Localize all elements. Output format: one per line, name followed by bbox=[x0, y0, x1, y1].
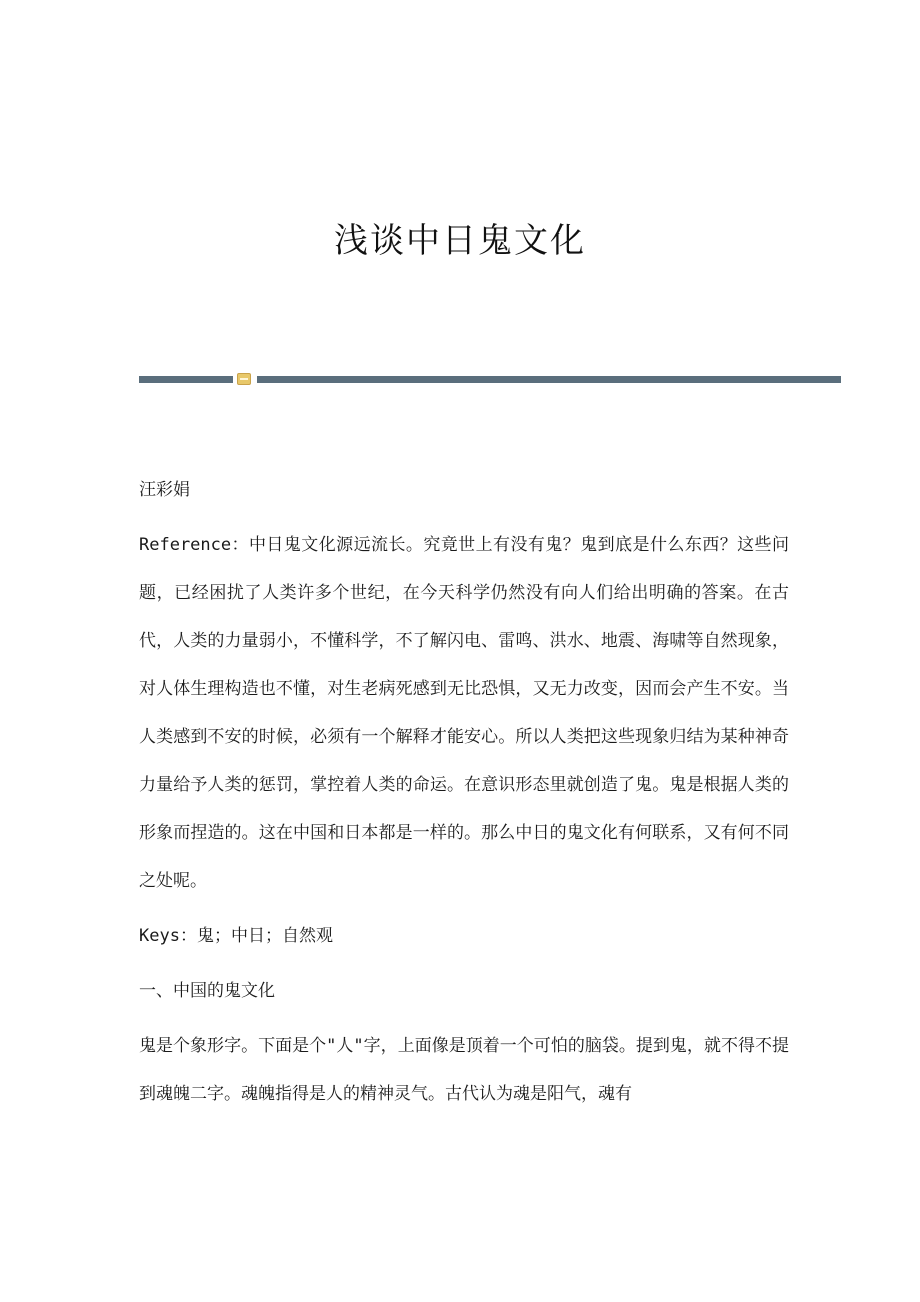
divider-bar-right bbox=[257, 376, 841, 383]
title-divider bbox=[139, 373, 841, 385]
divider-marker-icon bbox=[237, 373, 251, 385]
keys-text: 鬼；中日；自然观 bbox=[196, 926, 333, 946]
section-heading: 一、中国的鬼文化 bbox=[139, 981, 275, 1001]
keys-label: Keys： bbox=[139, 926, 197, 946]
reference-paragraph bbox=[139, 521, 789, 905]
author-name: 汪彩娟 bbox=[139, 480, 190, 500]
divider-bar-left bbox=[139, 376, 233, 383]
reference-text: 中日鬼文化源远流长。究竟世上有没有鬼？鬼到底是什么东西？这些问题，已经困扰了人类许多个世纪，在今天科学仍然没有向人们给出明确的答案。在古代，人类的力量弱小，不懂科学，不了解闪电、雷鸣、洪水、地震、海啸等自然现象，对人体生理构造也不懂，对生老病死感到无比恐惧，又无力改变，因而会产生不安。当人类感到不安的时候，必须有一个解释才能安心。所以人类把这些现象归结为某种神奇力量给予人类的惩罚，掌控着人类的命运。在意识形态里就创造了鬼。鬼是根据人类的形象而捏造的。这在中国和日本都是一样的。那么中日的鬼文化有何联系，又有何不同之处呢。 bbox=[139, 535, 789, 891]
document-body bbox=[139, 466, 789, 1118]
keys-line bbox=[139, 912, 789, 960]
reference-label: Reference： bbox=[139, 535, 249, 555]
page-title: 浅谈中日鬼文化 bbox=[334, 221, 586, 261]
section-paragraph: 鬼是个象形字。下面是个"人"字，上面像是顶着一个可怕的脑袋。提到鬼，就不得不提到魂魄二字。魂魄指得是人的精神灵气。古代认为魂是阳气，魂有 bbox=[139, 1036, 789, 1104]
